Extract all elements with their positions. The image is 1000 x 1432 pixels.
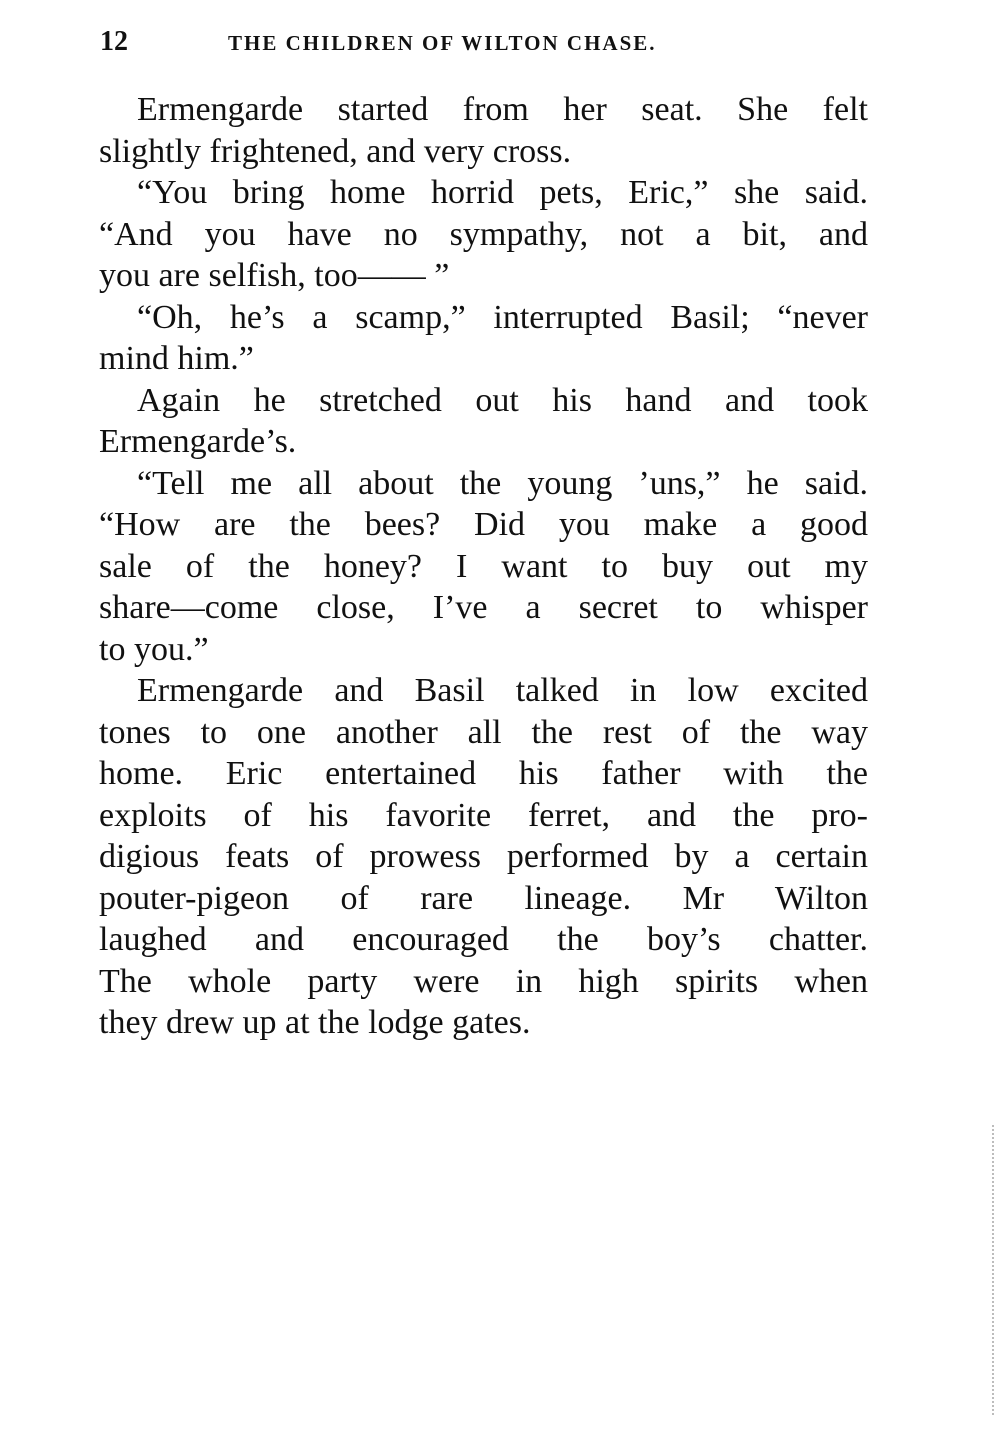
text-line: digious feats of prowess performed by a certain — [99, 838, 868, 875]
running-title: THE CHILDREN OF WILTON CHASE. — [228, 31, 657, 55]
text-line: “Tell me all about the young ’uns,” he said. — [137, 464, 868, 502]
text-line: The whole party were in high spirits when — [99, 962, 868, 1000]
text-line: they drew up at the lodge gates. — [99, 1004, 531, 1041]
text-line: sale of the honey? I want to buy out my — [99, 547, 868, 585]
text-line: to you.” — [99, 630, 209, 668]
text-line: “And you have no sympathy, not a bit, and — [99, 215, 868, 253]
text-line: mind him.” — [99, 340, 254, 377]
text-line: “Oh, he’s a scamp,” interrupted Basil; “never — [137, 298, 868, 336]
text-line: “You bring home horrid pets, Eric,” she said. — [137, 174, 868, 211]
text-line: home. Eric entertained his father with the — [99, 755, 868, 792]
text-line: Again he stretched out his hand and took — [137, 381, 868, 419]
margin-specks — [992, 1125, 996, 1415]
text-line: Ermengarde started from her seat. She felt — [137, 91, 868, 128]
running-head — [100, 24, 870, 60]
page-number: 12 — [100, 26, 128, 57]
text-line: Ermengarde’s. — [99, 423, 297, 460]
text-line: laughed and encouraged the boy’s chatter. — [99, 921, 868, 958]
text-line: exploits of his favorite ferret, and the pro- — [99, 796, 868, 834]
text-line: pouter-pigeon of rare lineage. Mr Wilton — [99, 879, 868, 917]
text-line: “How are the bees? Did you make a good — [99, 506, 868, 543]
text-line: tones to one another all the rest of the way — [99, 713, 868, 751]
text-line: you are selfish, too—— ” — [99, 257, 450, 294]
text-line: share—come close, I’ve a secret to whisper — [99, 589, 868, 626]
text-line: slightly frightened, and very cross. — [99, 132, 572, 170]
body-text — [99, 89, 868, 1044]
text-line: Ermengarde and Basil talked in low excited — [137, 672, 868, 709]
